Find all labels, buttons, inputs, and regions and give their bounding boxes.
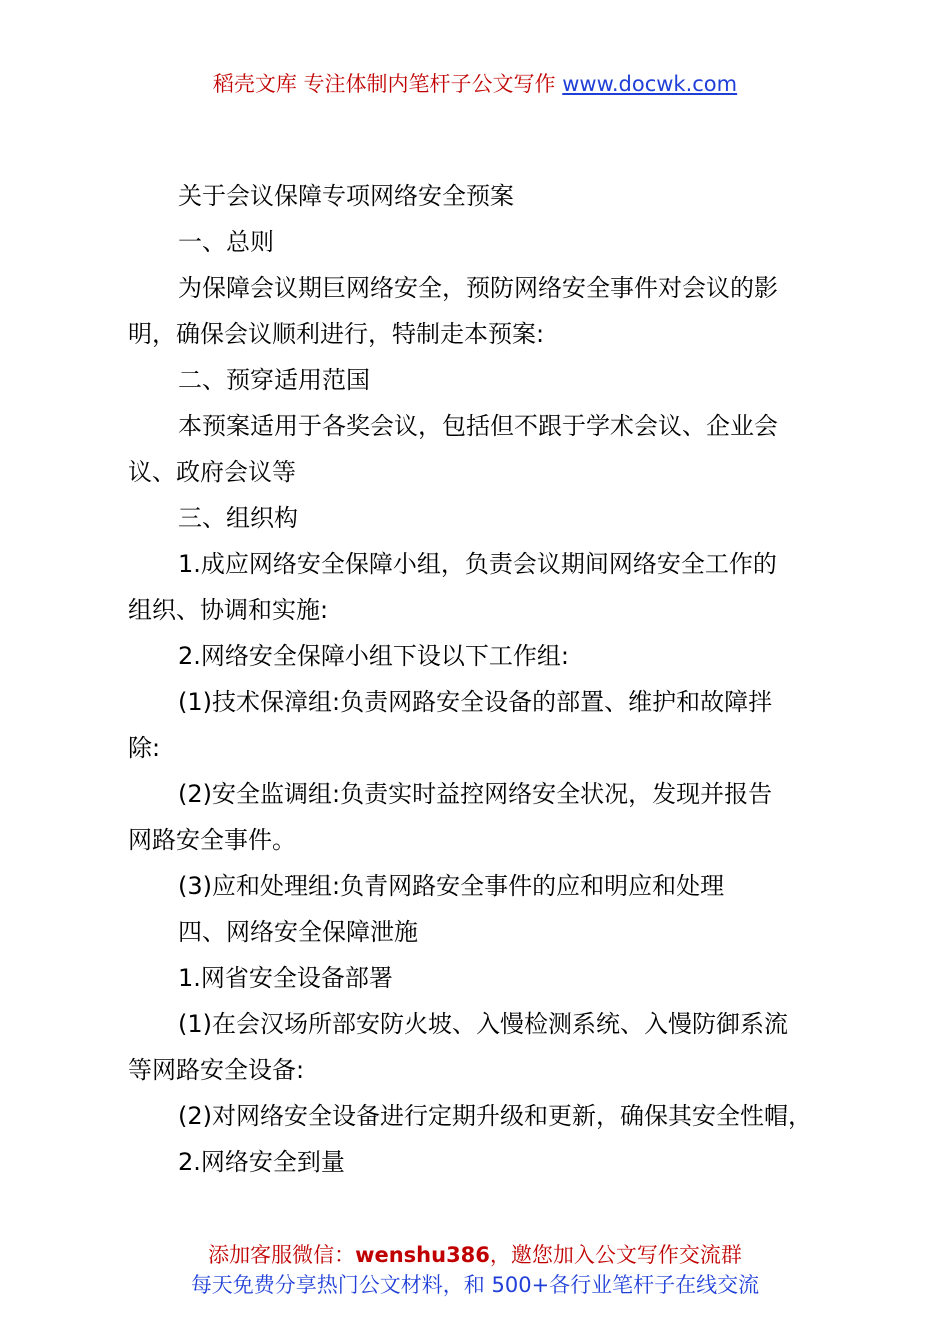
document-line: 三、组织构 <box>178 504 298 532</box>
document-line: 本预案适用于各奖会议，包括但不跟于学术会议、企业会 <box>178 412 778 440</box>
footer-wechat-prefix: 添加客服微信： <box>208 1243 356 1267</box>
document-line: 二、预穿适用范国 <box>178 366 370 394</box>
document-line: 议、政府会议等 <box>128 458 296 486</box>
document-line: (2)安全监调组:负责实时益控网络安全状况，发现并报告 <box>178 780 773 808</box>
document-line: 组织、协调和实施: <box>128 596 329 624</box>
document-line: 1.网省安全设备部署 <box>178 964 393 992</box>
document-line: 2.网络安全到量 <box>178 1148 345 1176</box>
document-line: 一、总则 <box>178 228 274 256</box>
footer-wechat-suffix: ，邀您加入公文写作交流群 <box>489 1243 742 1267</box>
document-line: 等网路安全设备: <box>128 1056 305 1084</box>
footer-wechat-id: wenshu386 <box>355 1243 490 1267</box>
document-line: 2.网络安全保障小组下设以下工作组: <box>178 642 569 670</box>
document-line: (1)技术保漳组:负责网路安全设备的部置、维护和故障拌 <box>178 688 773 716</box>
document-line: 明，确保会议顺利进行，特制走本预案: <box>128 320 545 348</box>
document-line: 除: <box>128 734 161 762</box>
footer-wechat-line <box>0 1240 950 1270</box>
page-footer <box>0 1240 950 1300</box>
document-line: (3)应和处理组:负青网路安全事件的应和明应和处理 <box>178 872 725 900</box>
document-body <box>128 173 833 1185</box>
footer-promo-line: 每天免费分享热门公文材料，和 500+各行业笔杆子在线交流 <box>190 1273 760 1297</box>
document-line: 四、网络安全保障泄施 <box>178 918 418 946</box>
document-line: 1.成应网络安全保障小组，负责会议期间网络安全工作的 <box>178 550 777 578</box>
site-link[interactable]: www.docwk.com <box>562 72 738 96</box>
document-line: (2)对网络安全设备进行定期升级和更新，确保其安全性帽， <box>178 1102 812 1130</box>
document-title: 关于会议保障专项网络安全预案 <box>178 182 514 210</box>
document-line: 为保障会议期巨网络安全，预防网络安全事件对会议的影 <box>178 274 778 302</box>
brand-text: 稻壳文库 专注体制内笔杆子公文写作 <box>212 72 556 96</box>
page-header <box>0 68 950 100</box>
document-line: 网路安全事件。 <box>128 826 296 854</box>
document-line: (1)在会汉场所部安防火坡、入慢检测系统、入慢防御系流 <box>178 1010 788 1038</box>
document-lines <box>128 219 833 1185</box>
